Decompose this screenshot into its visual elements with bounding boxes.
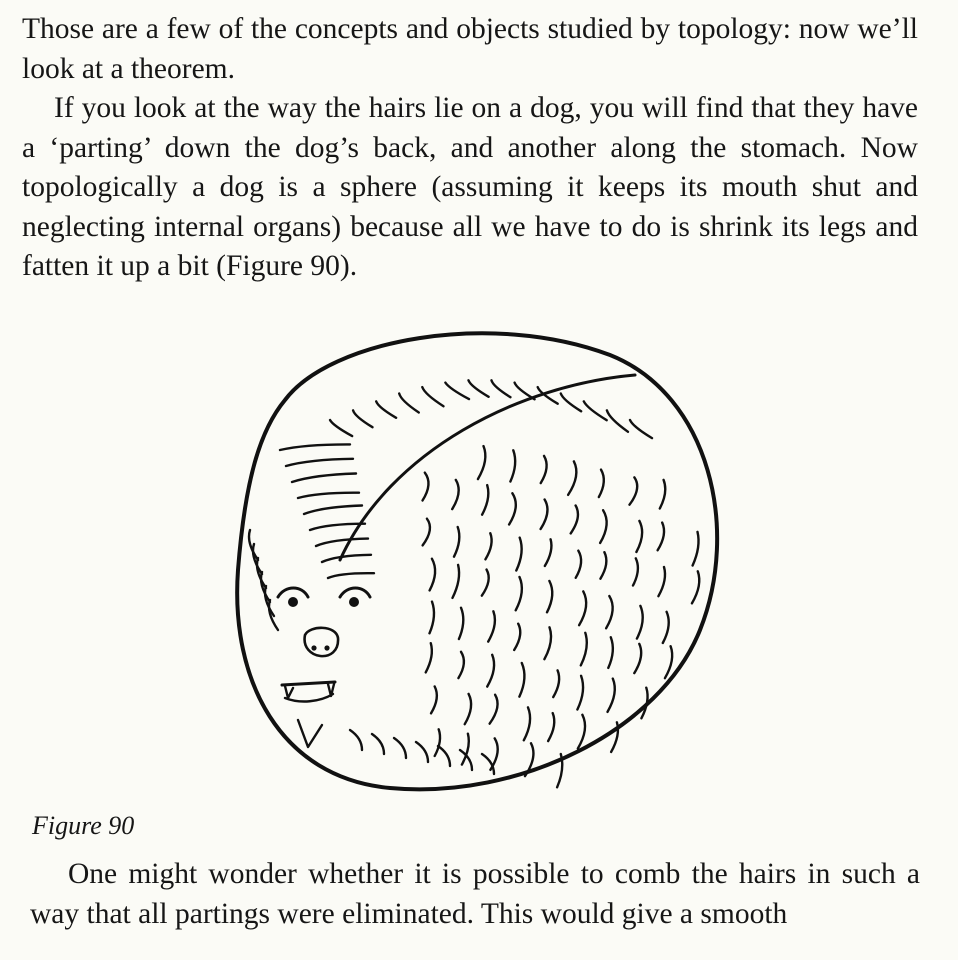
hair-stroke [663, 612, 669, 643]
hair-stroke [423, 473, 429, 501]
hair-stroke [280, 444, 350, 450]
hair-stroke [607, 410, 628, 431]
hair-stroke [630, 477, 638, 504]
paragraph-topology-concepts: Those are a few of the concepts and objects studied by topology: now we’ll look at a theorem. [22, 13, 918, 85]
hair-stroke [524, 707, 530, 740]
hair-stroke [584, 401, 607, 420]
hair-stroke [548, 713, 554, 741]
hair-stroke [600, 552, 606, 579]
hair-stroke [430, 559, 436, 591]
hair-stroke [608, 637, 613, 668]
hair-stroke [453, 565, 460, 598]
hair-stroke [423, 519, 430, 546]
hair-stroke [519, 663, 524, 697]
figure-90-hairy-dog-illustration [190, 300, 750, 820]
hair-stroke [660, 480, 665, 509]
hair-stroke [330, 420, 352, 436]
hair-stroke [514, 624, 520, 650]
hair-stroke [630, 420, 652, 438]
hair-stroke [544, 627, 551, 659]
hair-stroke [516, 538, 521, 571]
hair-stroke [350, 730, 362, 750]
hair-stroke [485, 533, 491, 559]
hair-stroke [606, 596, 613, 628]
hair-stroke [577, 676, 583, 710]
hair-stroke [541, 500, 548, 530]
hair-stroke [547, 581, 552, 612]
hair-stroke [482, 754, 494, 774]
hair-stroke [426, 643, 432, 672]
dog-body-outline [237, 333, 717, 789]
paragraph-combing-hairs: One might wonder whether it is possible to comb the hairs in such a way that all partings were eliminated. This would give a smooth [30, 858, 920, 930]
hair-stroke [641, 688, 647, 719]
hair-stroke [510, 450, 515, 481]
hair-stroke [372, 734, 384, 754]
hair-stroke [515, 383, 535, 400]
hair-stroke [298, 493, 359, 498]
dog-face [278, 588, 370, 747]
hair-stroke [578, 715, 585, 749]
hair-stroke [292, 474, 356, 483]
hair-stroke [636, 521, 642, 552]
hair-stroke [693, 532, 699, 566]
hair-stroke [376, 401, 396, 417]
hair-stroke [568, 461, 576, 495]
hair-stroke [541, 456, 547, 483]
hair-stroke [286, 459, 353, 466]
hair-stroke [462, 734, 469, 765]
hair-stroke [304, 506, 362, 515]
hair-stroke [545, 539, 552, 566]
hair-stroke [469, 380, 489, 397]
hair-stroke [571, 506, 578, 534]
hair-stroke [490, 695, 498, 724]
hair-stroke [416, 742, 428, 762]
hair-stroke [394, 738, 406, 758]
hair-stroke [322, 555, 371, 562]
hair-stroke [600, 510, 607, 543]
hair-stroke [399, 394, 419, 413]
hair-stroke [353, 410, 372, 427]
hair-stroke [465, 694, 471, 724]
hair-stroke [658, 523, 664, 551]
hair-strokes [249, 380, 699, 787]
hair-stroke [576, 551, 581, 578]
hair-stroke [633, 558, 638, 585]
hair-stroke [431, 687, 437, 714]
dog-back-parting [340, 375, 635, 560]
hair-stroke [561, 394, 581, 412]
hair-stroke [516, 577, 522, 610]
hair-stroke [482, 570, 489, 596]
hair-stroke [488, 611, 495, 641]
hair-stroke [599, 470, 604, 498]
hair-stroke [611, 722, 618, 752]
figure-caption: Figure 90 [32, 811, 135, 840]
hair-stroke [579, 591, 586, 625]
paragraph-dog-hairs: If you look at the way the hairs lie on a dog, you will find that they have a ‘parting’ down the dog’s back, and another along the stomach. Now topologically a dog is a sphere (assuming it keeps its mouth shut and neglecting internal organs) because all we have to do is shrink its legs and fatten it up a bit (Figure 90). [22, 92, 918, 282]
hair-stroke [438, 746, 450, 766]
hair-stroke [445, 383, 469, 400]
hair-stroke [458, 652, 464, 678]
hair-stroke [553, 670, 559, 697]
hair-stroke [454, 527, 459, 557]
hair-stroke [581, 633, 587, 666]
hair-stroke [478, 446, 485, 479]
hair-stroke [509, 493, 516, 524]
hair-stroke [487, 655, 494, 687]
hair-stroke [665, 646, 672, 678]
hair-stroke [492, 380, 511, 397]
hair-stroke [328, 573, 374, 578]
hair-stroke [422, 387, 443, 406]
hair-stroke [658, 567, 665, 596]
hair-stroke [316, 539, 368, 546]
hair-stroke [634, 644, 641, 673]
hair-stroke [435, 729, 440, 756]
hair-stroke [692, 571, 699, 603]
hair-stroke [430, 602, 435, 634]
hair-stroke [459, 608, 463, 639]
hair-stroke [452, 480, 458, 509]
hair-stroke [482, 485, 488, 515]
hair-stroke [637, 606, 643, 639]
hair-stroke [608, 679, 615, 712]
